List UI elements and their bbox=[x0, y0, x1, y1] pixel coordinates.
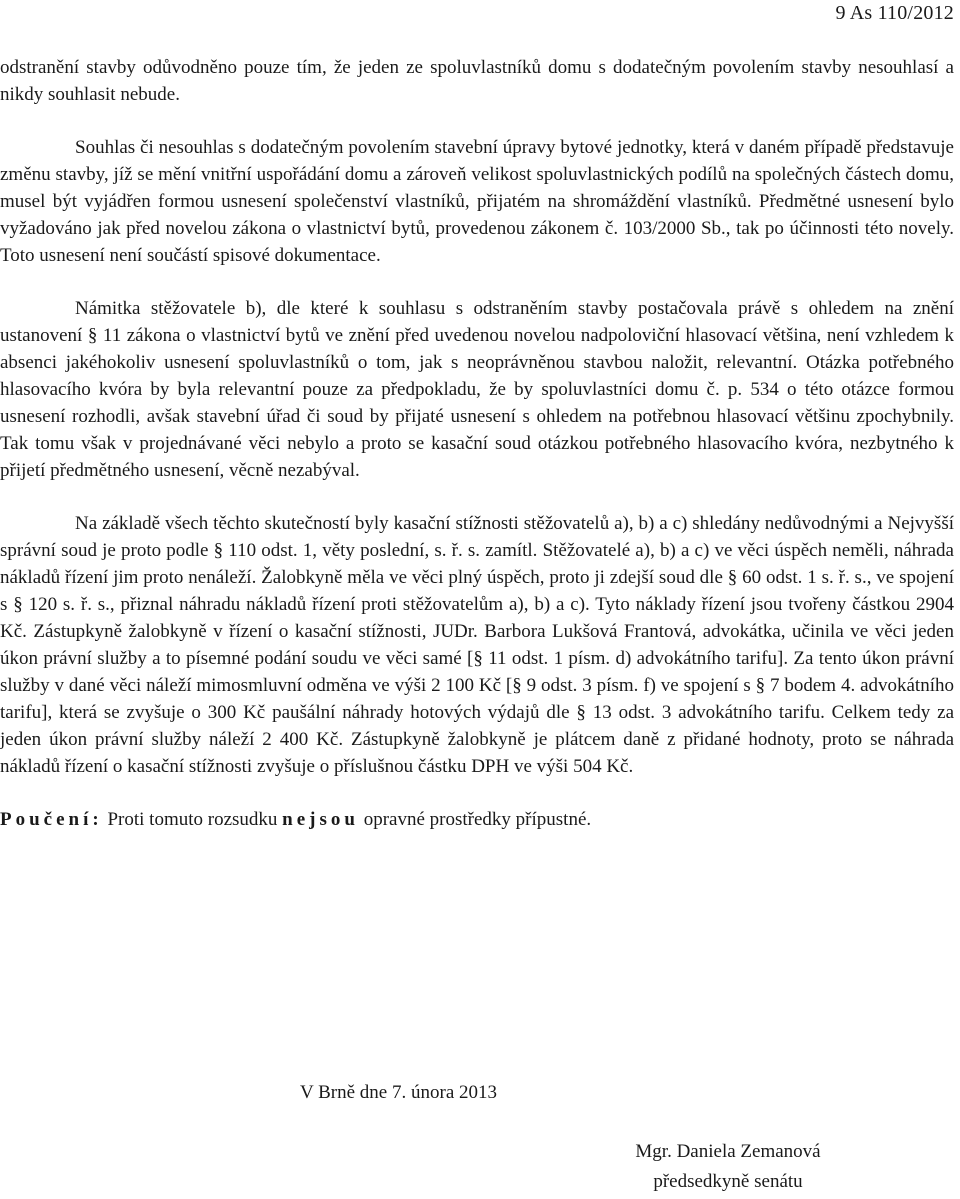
paragraph-consent: Souhlas či nesouhlas s dodatečným povolením stavební úpravy bytové jednotky, která v daném případě představuje změnu stavby, jíž se mění vnitřní uspořádání domu a zároveň velikost spoluvlastnických podílů na společných částech domu, musel být vyjádřen formou usnesení společenství vlastníků, přijatém na shromáždění vlastníků. Předmětné usnesení bylo vyžadováno jak před novelou zákona o vlastnictví bytů, provedenou zákonem č. 103/2000 Sb., tak po účinnosti této novely. Toto usnesení není součástí spisové dokumentace. bbox=[0, 137, 954, 266]
instruction-line bbox=[0, 806, 954, 833]
paragraph-continuation: odstranění stavby odůvodněno pouze tím, že jeden ze spoluvlastníků domu s dodatečným povolením stavby nesouhlasí a nikdy souhlasit nebude. bbox=[0, 57, 954, 105]
instruction-text-before: Proti tomuto rozsudku bbox=[107, 809, 278, 830]
instruction-text-after: opravné prostředky přípustné. bbox=[363, 809, 592, 830]
case-reference: 9 As 110/2012 bbox=[835, 2, 954, 24]
paragraph-costs: Na základě všech těchto skutečností byly kasační stížnosti stěžovatelů a), b) a c) shledány nedůvodnými a Nejvyšší správní soud je proto podle § 110 odst. 1, věty poslední, s. ř. s. zamítl. Stěžovatelé a), b) a c) ve věci úspěch neměli, náhrada nákladů řízení jim proto nenáleží. Žalobkyně měla ve věci plný úspěch, proto ji zdejší soud dle § 60 odst. 1 s. ř. s., ve spojení s § 120 s. ř. s., přiznal náhradu nákladů řízení proti stěžovatelům a), b) a c). Tyto náklady řízení jsou tvořeny částkou 2904 Kč. Zástupkyně žalobkyně v řízení o kasační stížnosti, JUDr. Barbora Lukšová Frantová, advokátka, učinila ve věci jeden úkon právní služby a to písemné podání soudu ve věci samé [§ 11 odst. 1 písm. d) advokátního tarifu]. Za tento úkon právní služby v dané věci náleží mimosmluvní odměna ve výši 2 100 Kč [§ 9 odst. 3 písm. f) ve spojení s § 7 bodem 4. advokátního tarifu], která se zvyšuje o 300 Kč paušální náhrady hotových výdajů dle § 13 odst. 3 advokátního tarifu. Celkem tedy za jeden úkon právní služby náleží 2 400 Kč. Zástupkyně žalobkyně je plátcem daně z přidané hodnoty, proto se náhrada nákladů řízení o kasační stížnosti zvyšuje o příslušnou částku DPH ve výši 504 Kč. bbox=[0, 513, 954, 777]
instruction-label: Poučení: bbox=[0, 809, 103, 830]
paragraph-objection: Námitka stěžovatele b), dle které k souhlasu s odstraněním stavby postačovala právě s ohledem na znění ustanovení § 11 zákona o vlastnictví bytů ve znění před uvedenou novelou nadpoloviční hlasovací většina, není vzhledem k absenci jakéhokoliv usnesení spoluvlastníků o tom, jak s neoprávněnou stavbou naložit, relevantní. Otázka potřebného hlasovacího kvóra by byla relevantní pouze za předpokladu, že by spoluvlastníci domu č. p. 534 o této otázce formou usnesení rozhodli, avšak stavební úřad či soud by přijaté usnesení s ohledem na potřebnou hlasovací většinu zpochybnily. Tak tomu však v projednávané věci nebylo a proto se kasační soud otázkou potřebného hlasovacího kvóra, nezbytného k přijetí předmětného usnesení, věcně nezabýval. bbox=[0, 298, 954, 481]
signatory-role: předsedkyně senátu bbox=[653, 1171, 803, 1192]
instruction-emphasis: nejsou bbox=[282, 809, 359, 830]
place-and-date: V Brně dne 7. února 2013 bbox=[300, 1082, 498, 1103]
signature-block bbox=[613, 1137, 843, 1197]
document-body bbox=[0, 54, 954, 833]
signatory-name: Mgr. Daniela Zemanová bbox=[635, 1141, 821, 1162]
